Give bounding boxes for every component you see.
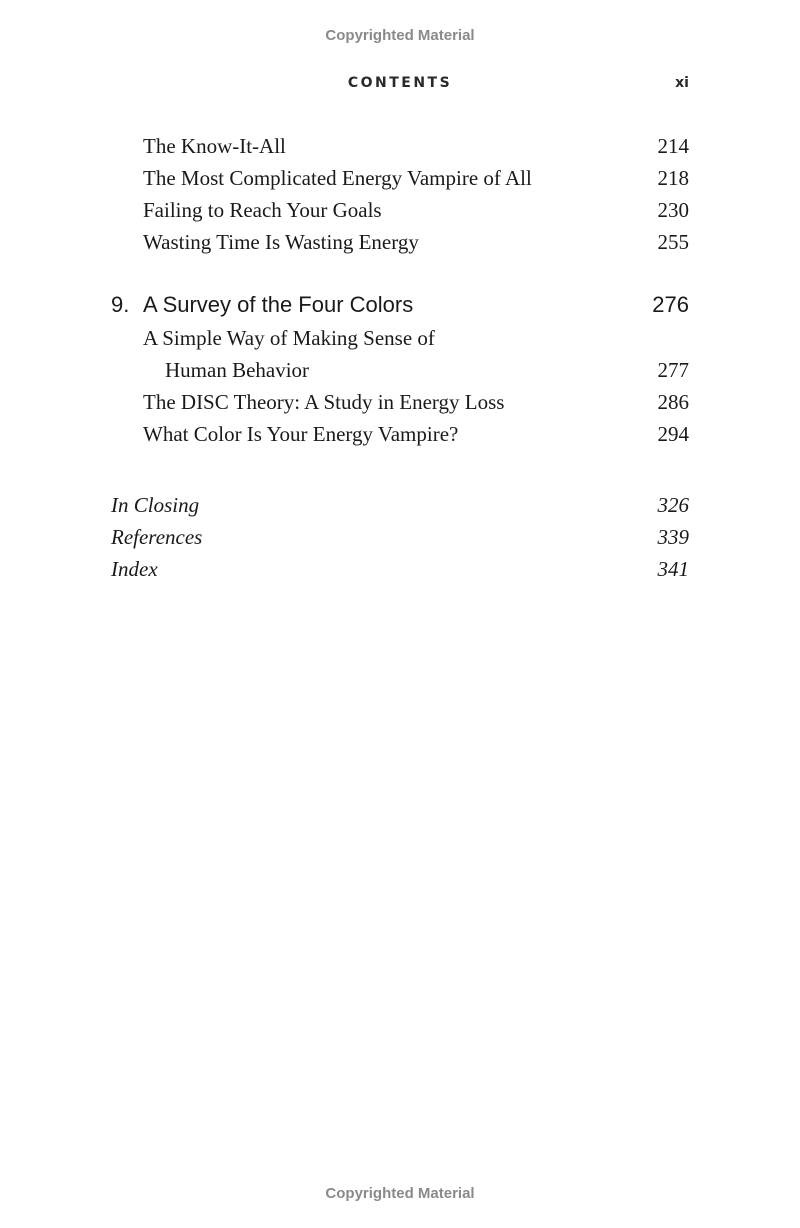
running-head: CONTENTS xyxy=(347,75,453,91)
page-number: xi xyxy=(675,75,689,91)
back-matter-page: 339 xyxy=(657,525,689,549)
toc-entry xyxy=(0,323,800,353)
back-matter-title: Index xyxy=(111,557,158,581)
toc-entry xyxy=(0,387,800,417)
toc-entry-title: The DISC Theory: A Study in Energy Loss xyxy=(143,390,505,414)
back-matter-page: 326 xyxy=(657,493,689,517)
toc-entry xyxy=(0,195,800,225)
toc-entry-continuation xyxy=(0,355,800,385)
toc-entry-title: What Color Is Your Energy Vampire? xyxy=(143,422,459,446)
back-matter-page: 341 xyxy=(657,557,689,581)
back-matter-title: In Closing xyxy=(111,493,200,517)
toc-entry-title: A Simple Way of Making Sense of xyxy=(143,326,435,350)
toc-entry-page: 294 xyxy=(657,422,689,446)
toc-entry-title: Failing to Reach Your Goals xyxy=(143,198,382,222)
toc-entry-page: 218 xyxy=(657,166,689,190)
copyright-watermark-bottom: Copyrighted Material xyxy=(325,1185,475,1202)
toc-entry-page: 214 xyxy=(657,134,689,158)
toc-entry-title: The Know-It-All xyxy=(143,134,286,158)
toc-entry-title: Wasting Time Is Wasting Energy xyxy=(143,230,419,254)
toc-entry-page: 230 xyxy=(657,198,689,222)
chapter-heading xyxy=(0,290,800,320)
back-matter-title: References xyxy=(111,525,203,549)
toc-entry-page: 286 xyxy=(657,390,689,414)
copyright-watermark-top: Copyrighted Material xyxy=(325,27,475,44)
chapter-number: 9. xyxy=(111,292,130,317)
toc-entry xyxy=(0,131,800,161)
back-matter-entry xyxy=(0,490,800,520)
toc-entry-page: 255 xyxy=(657,230,689,254)
back-matter-entry xyxy=(0,522,800,552)
toc-entry-page: 277 xyxy=(657,358,689,382)
chapter-title: A Survey of the Four Colors xyxy=(143,292,414,317)
toc-entry-title-continued: Human Behavior xyxy=(165,358,310,382)
chapter-page: 276 xyxy=(652,292,689,317)
toc-entry xyxy=(0,419,800,449)
toc-entry-title: The Most Complicated Energy Vampire of All xyxy=(143,166,532,190)
back-matter-entry xyxy=(0,554,800,584)
toc-entry xyxy=(0,227,800,257)
toc-entry xyxy=(0,163,800,193)
